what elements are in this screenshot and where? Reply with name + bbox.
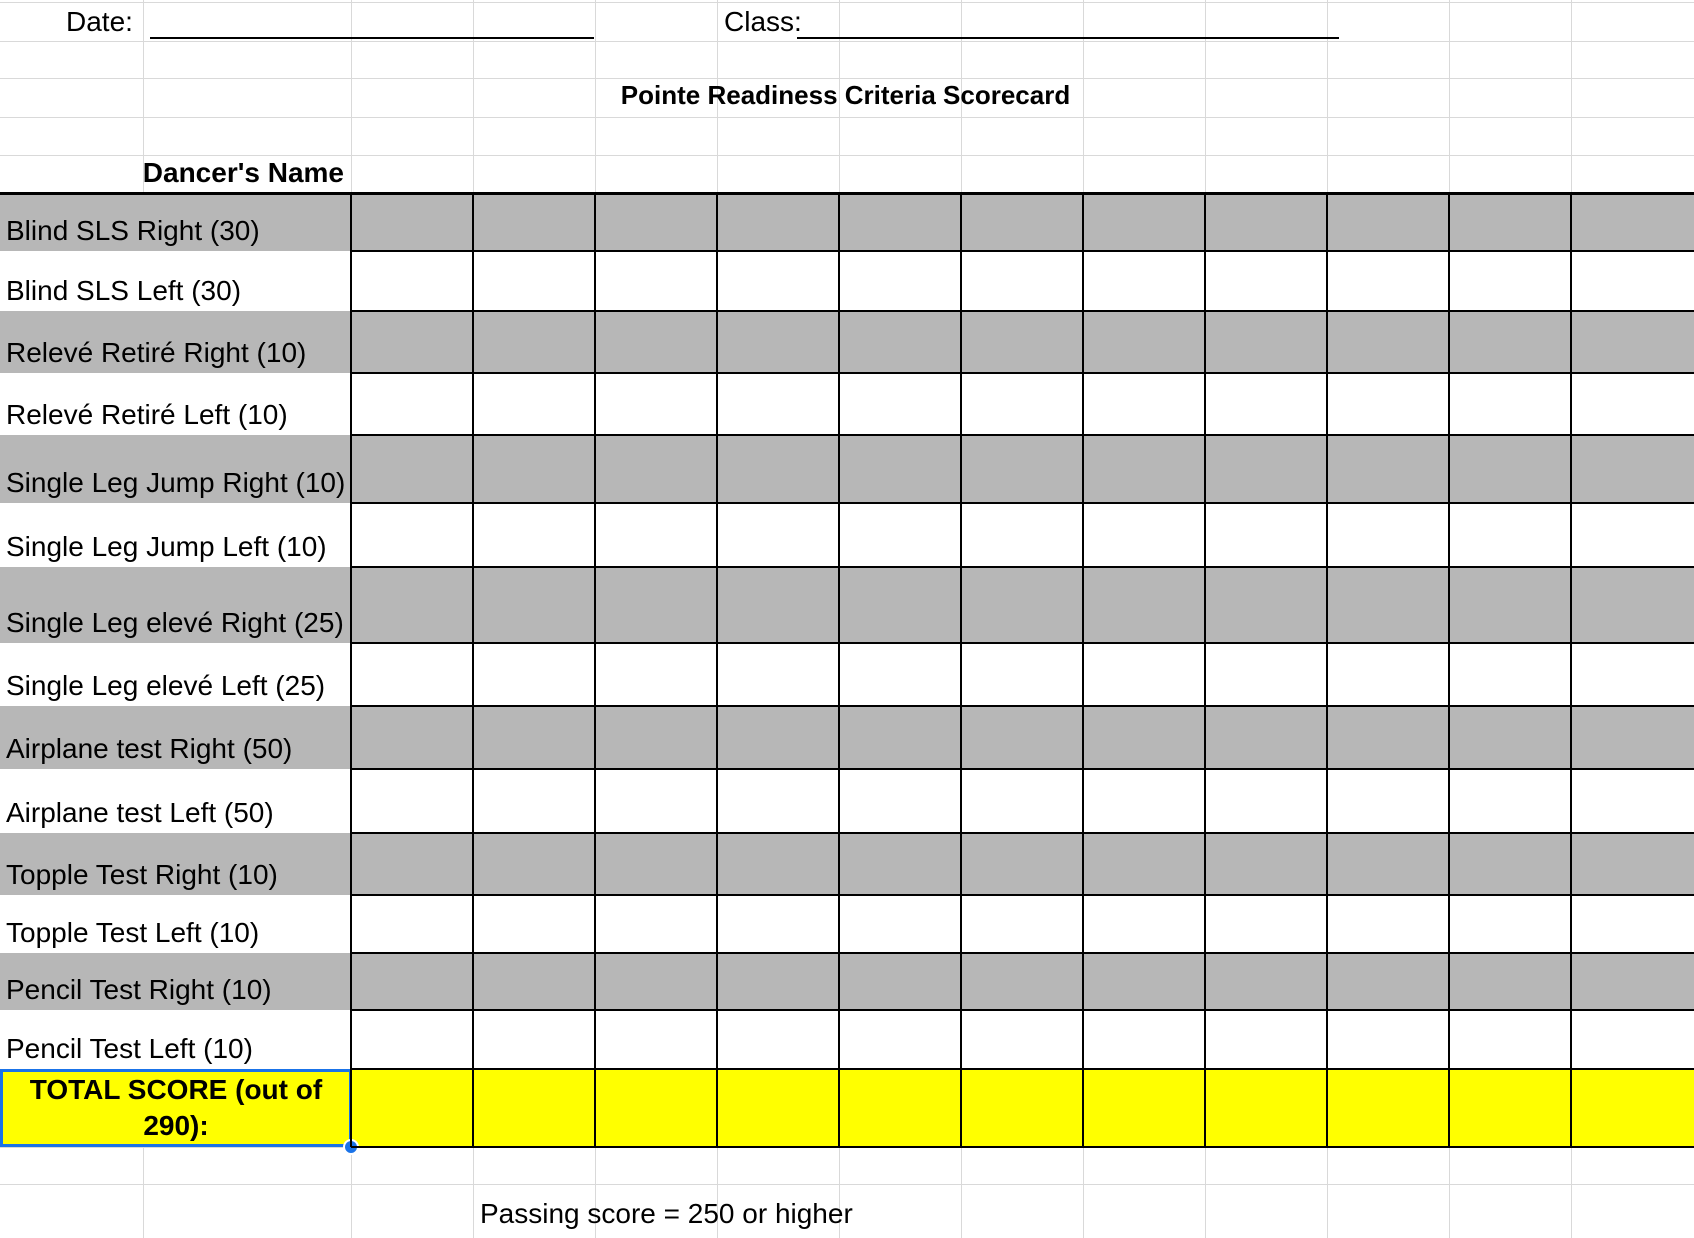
score-cell[interactable]	[1205, 251, 1327, 311]
score-cell[interactable]	[1205, 435, 1327, 503]
score-cell[interactable]	[717, 503, 839, 567]
score-cell[interactable]	[1571, 311, 1694, 373]
score-cell[interactable]	[1571, 567, 1694, 643]
criterion-label[interactable]: Topple Test Right (10)	[0, 833, 351, 895]
score-cell[interactable]	[473, 769, 595, 833]
score-cell[interactable]	[1083, 706, 1205, 769]
score-cell[interactable]	[1449, 435, 1571, 503]
score-cell[interactable]	[1205, 769, 1327, 833]
table-border	[351, 894, 1694, 896]
gridline	[0, 78, 1694, 79]
score-cell[interactable]	[351, 953, 473, 1010]
score-cell[interactable]	[1327, 1010, 1449, 1069]
score-cell[interactable]	[473, 643, 595, 706]
score-cell[interactable]	[351, 706, 473, 769]
total-score-cell[interactable]	[595, 1069, 717, 1147]
score-cell[interactable]	[1083, 193, 1205, 251]
criterion-label[interactable]: Pencil Test Right (10)	[0, 953, 351, 1010]
score-cell[interactable]	[1083, 643, 1205, 706]
score-cell[interactable]	[717, 769, 839, 833]
score-cell[interactable]	[717, 567, 839, 643]
score-cell[interactable]	[473, 1010, 595, 1069]
score-cell[interactable]	[595, 503, 717, 567]
criterion-label[interactable]: Single Leg elevé Left (25)	[0, 643, 351, 706]
score-cell[interactable]	[961, 643, 1083, 706]
score-cell[interactable]	[1205, 373, 1327, 435]
score-cell[interactable]	[595, 251, 717, 311]
score-cell[interactable]	[351, 503, 473, 567]
total-score-cell[interactable]	[1449, 1069, 1571, 1147]
table-border	[960, 193, 962, 1147]
score-cell[interactable]	[1327, 251, 1449, 311]
score-cell[interactable]	[1083, 251, 1205, 311]
score-cell[interactable]	[595, 953, 717, 1010]
table-border	[351, 434, 1694, 436]
score-cell[interactable]	[1083, 373, 1205, 435]
gridline	[0, 155, 1694, 156]
gridline	[0, 1184, 1694, 1185]
score-cell[interactable]	[1449, 643, 1571, 706]
score-cell[interactable]	[1449, 1010, 1571, 1069]
score-cell[interactable]	[839, 706, 961, 769]
score-cell[interactable]	[1327, 567, 1449, 643]
total-score-label[interactable]: TOTAL SCORE (out of 290):	[0, 1069, 352, 1147]
table-border	[351, 372, 1694, 374]
score-cell[interactable]	[351, 833, 473, 895]
score-cell[interactable]	[1205, 1010, 1327, 1069]
score-cell[interactable]	[961, 769, 1083, 833]
total-score-cell[interactable]	[1205, 1069, 1327, 1147]
total-score-cell[interactable]	[473, 1069, 595, 1147]
score-cell[interactable]	[1327, 769, 1449, 833]
gridline	[0, 41, 1694, 42]
score-cell[interactable]	[1083, 953, 1205, 1010]
total-score-cell[interactable]	[1083, 1069, 1205, 1147]
score-cell[interactable]	[717, 435, 839, 503]
score-cell[interactable]	[473, 567, 595, 643]
score-cell[interactable]	[473, 251, 595, 311]
score-cell[interactable]	[1205, 895, 1327, 953]
score-cell[interactable]	[839, 251, 961, 311]
score-cell[interactable]	[961, 251, 1083, 311]
score-cell[interactable]	[595, 769, 717, 833]
score-cell[interactable]	[961, 311, 1083, 373]
table-border	[716, 193, 718, 1147]
score-cell[interactable]	[1449, 311, 1571, 373]
score-cell[interactable]	[717, 373, 839, 435]
score-cell[interactable]	[595, 311, 717, 373]
score-cell[interactable]	[839, 435, 961, 503]
table-border	[351, 502, 1694, 504]
table-border	[1326, 193, 1328, 1147]
score-cell[interactable]	[473, 373, 595, 435]
table-border	[350, 193, 352, 1147]
score-cell[interactable]	[717, 1010, 839, 1069]
score-cell[interactable]	[961, 567, 1083, 643]
score-cell[interactable]	[1571, 706, 1694, 769]
score-cell[interactable]	[1205, 953, 1327, 1010]
criterion-label[interactable]: Single Leg Jump Left (10)	[0, 503, 351, 567]
score-cell[interactable]	[595, 1010, 717, 1069]
score-cell[interactable]	[1327, 311, 1449, 373]
total-score-cell[interactable]	[351, 1069, 473, 1147]
score-cell[interactable]	[1571, 833, 1694, 895]
criterion-label[interactable]: Pencil Test Left (10)	[0, 1010, 351, 1069]
score-cell[interactable]	[473, 311, 595, 373]
criterion-label[interactable]: Airplane test Left (50)	[0, 769, 351, 833]
score-cell[interactable]	[961, 895, 1083, 953]
score-cell[interactable]	[595, 895, 717, 953]
date-field[interactable]	[150, 37, 594, 39]
criterion-label[interactable]: Relevé Retiré Right (10)	[0, 311, 351, 373]
score-cell[interactable]	[351, 373, 473, 435]
table-border	[351, 832, 1694, 834]
score-cell[interactable]	[1083, 503, 1205, 567]
score-cell[interactable]	[839, 311, 961, 373]
score-cell[interactable]	[839, 895, 961, 953]
score-cell[interactable]	[839, 373, 961, 435]
score-cell[interactable]	[351, 567, 473, 643]
score-cell[interactable]	[717, 311, 839, 373]
criterion-label[interactable]: Single Leg Jump Right (10)	[0, 435, 351, 503]
table-border	[0, 192, 1694, 195]
score-cell[interactable]	[839, 567, 961, 643]
score-cell[interactable]	[717, 706, 839, 769]
score-cell[interactable]	[1083, 567, 1205, 643]
total-score-cell[interactable]	[961, 1069, 1083, 1147]
score-cell[interactable]	[839, 503, 961, 567]
score-cell[interactable]	[473, 833, 595, 895]
score-cell[interactable]	[961, 1010, 1083, 1069]
score-cell[interactable]	[1571, 373, 1694, 435]
score-cell[interactable]	[961, 373, 1083, 435]
score-cell[interactable]	[1571, 895, 1694, 953]
score-cell[interactable]	[1205, 833, 1327, 895]
score-cell[interactable]	[1083, 769, 1205, 833]
score-cell[interactable]	[351, 643, 473, 706]
table-border	[351, 310, 1694, 312]
score-cell[interactable]	[351, 1010, 473, 1069]
table-border	[1082, 193, 1084, 1147]
score-cell[interactable]	[1083, 311, 1205, 373]
score-cell[interactable]	[1327, 373, 1449, 435]
score-cell[interactable]	[1205, 311, 1327, 373]
table-border	[351, 250, 1694, 252]
score-cell[interactable]	[473, 435, 595, 503]
score-cell[interactable]	[717, 953, 839, 1010]
criterion-label[interactable]: Airplane test Right (50)	[0, 706, 351, 769]
score-cell[interactable]	[595, 567, 717, 643]
score-cell[interactable]	[473, 953, 595, 1010]
class-field[interactable]	[797, 37, 1339, 39]
score-cell[interactable]	[717, 251, 839, 311]
passing-score-note: Passing score = 250 or higher	[480, 1198, 853, 1229]
score-cell[interactable]	[1327, 503, 1449, 567]
gridline	[0, 117, 1694, 118]
table-border	[351, 1146, 1694, 1148]
score-cell[interactable]	[473, 895, 595, 953]
score-cell[interactable]	[351, 895, 473, 953]
score-cell[interactable]	[839, 643, 961, 706]
score-cell[interactable]	[961, 193, 1083, 251]
score-cell[interactable]	[351, 251, 473, 311]
score-cell[interactable]	[351, 311, 473, 373]
score-cell[interactable]	[1327, 435, 1449, 503]
criterion-label[interactable]: Blind SLS Left (30)	[0, 251, 351, 311]
score-cell[interactable]	[1449, 953, 1571, 1010]
score-cell[interactable]	[1083, 435, 1205, 503]
score-cell[interactable]	[1205, 567, 1327, 643]
class-label: Class:	[724, 6, 802, 37]
score-cell[interactable]	[1327, 895, 1449, 953]
table-border	[472, 193, 474, 1147]
table-border	[838, 193, 840, 1147]
score-cell[interactable]	[1571, 643, 1694, 706]
table-border	[351, 566, 1694, 568]
score-cell[interactable]	[1327, 953, 1449, 1010]
score-cell[interactable]	[1327, 643, 1449, 706]
total-score-cell[interactable]	[1327, 1069, 1449, 1147]
criterion-label[interactable]: Blind SLS Right (30)	[0, 193, 351, 251]
table-border	[351, 1009, 1694, 1011]
score-cell[interactable]	[1205, 706, 1327, 769]
score-cell[interactable]	[1205, 193, 1327, 251]
table-border	[351, 952, 1694, 954]
score-cell[interactable]	[595, 643, 717, 706]
score-cell[interactable]	[961, 953, 1083, 1010]
score-cell[interactable]	[1449, 567, 1571, 643]
dancer-name-header: Dancer's Name	[142, 157, 344, 188]
table-border	[1448, 193, 1450, 1147]
score-cell[interactable]	[1571, 193, 1694, 251]
score-cell[interactable]	[1449, 706, 1571, 769]
score-cell[interactable]	[717, 833, 839, 895]
score-cell[interactable]	[1449, 895, 1571, 953]
gridline	[0, 2, 1694, 3]
score-cell[interactable]	[1571, 953, 1694, 1010]
table-border	[351, 705, 1694, 707]
score-cell[interactable]	[595, 833, 717, 895]
score-cell[interactable]	[473, 706, 595, 769]
score-cell[interactable]	[1449, 373, 1571, 435]
score-cell[interactable]	[1571, 769, 1694, 833]
criterion-label[interactable]: Relevé Retiré Left (10)	[0, 373, 351, 435]
score-cell[interactable]	[1083, 895, 1205, 953]
score-cell[interactable]	[595, 193, 717, 251]
score-cell[interactable]	[595, 373, 717, 435]
table-border	[351, 1068, 1694, 1070]
score-cell[interactable]	[1449, 833, 1571, 895]
score-cell[interactable]	[1571, 251, 1694, 311]
score-cell[interactable]	[1571, 1010, 1694, 1069]
score-cell[interactable]	[1449, 769, 1571, 833]
score-cell[interactable]	[839, 769, 961, 833]
page-title: Pointe Readiness Criteria Scorecard	[620, 80, 1071, 110]
score-cell[interactable]	[839, 1010, 961, 1069]
score-cell[interactable]	[1449, 193, 1571, 251]
table-border	[594, 193, 596, 1147]
criterion-label[interactable]: Topple Test Left (10)	[0, 895, 351, 953]
table-border	[1570, 193, 1572, 1147]
criterion-label[interactable]: Single Leg elevé Right (25)	[0, 567, 351, 643]
score-cell[interactable]	[1327, 193, 1449, 251]
score-cell[interactable]	[717, 895, 839, 953]
score-cell[interactable]	[1083, 1010, 1205, 1069]
score-cell[interactable]	[839, 953, 961, 1010]
total-score-cell[interactable]	[839, 1069, 961, 1147]
total-score-cell[interactable]	[1571, 1069, 1694, 1147]
score-cell[interactable]	[473, 503, 595, 567]
score-cell[interactable]	[1083, 833, 1205, 895]
score-cell[interactable]	[839, 833, 961, 895]
score-cell[interactable]	[473, 193, 595, 251]
score-cell[interactable]	[839, 193, 961, 251]
score-cell[interactable]	[1449, 503, 1571, 567]
score-cell[interactable]	[1205, 643, 1327, 706]
score-cell[interactable]	[717, 193, 839, 251]
score-cell[interactable]	[717, 643, 839, 706]
score-cell[interactable]	[351, 769, 473, 833]
score-cell[interactable]	[1327, 833, 1449, 895]
score-cell[interactable]	[595, 706, 717, 769]
score-cell[interactable]	[1571, 435, 1694, 503]
score-cell[interactable]	[961, 503, 1083, 567]
score-cell[interactable]	[1449, 251, 1571, 311]
score-cell[interactable]	[595, 435, 717, 503]
score-cell[interactable]	[961, 833, 1083, 895]
table-border	[351, 642, 1694, 644]
score-cell[interactable]	[351, 193, 473, 251]
score-cell[interactable]	[1205, 503, 1327, 567]
table-border	[1204, 193, 1206, 1147]
total-score-cell[interactable]	[717, 1069, 839, 1147]
score-cell[interactable]	[961, 435, 1083, 503]
score-cell[interactable]	[1327, 706, 1449, 769]
table-border	[351, 768, 1694, 770]
date-label: Date:	[66, 6, 133, 37]
score-cell[interactable]	[1571, 503, 1694, 567]
score-cell[interactable]	[961, 706, 1083, 769]
score-cell[interactable]	[351, 435, 473, 503]
